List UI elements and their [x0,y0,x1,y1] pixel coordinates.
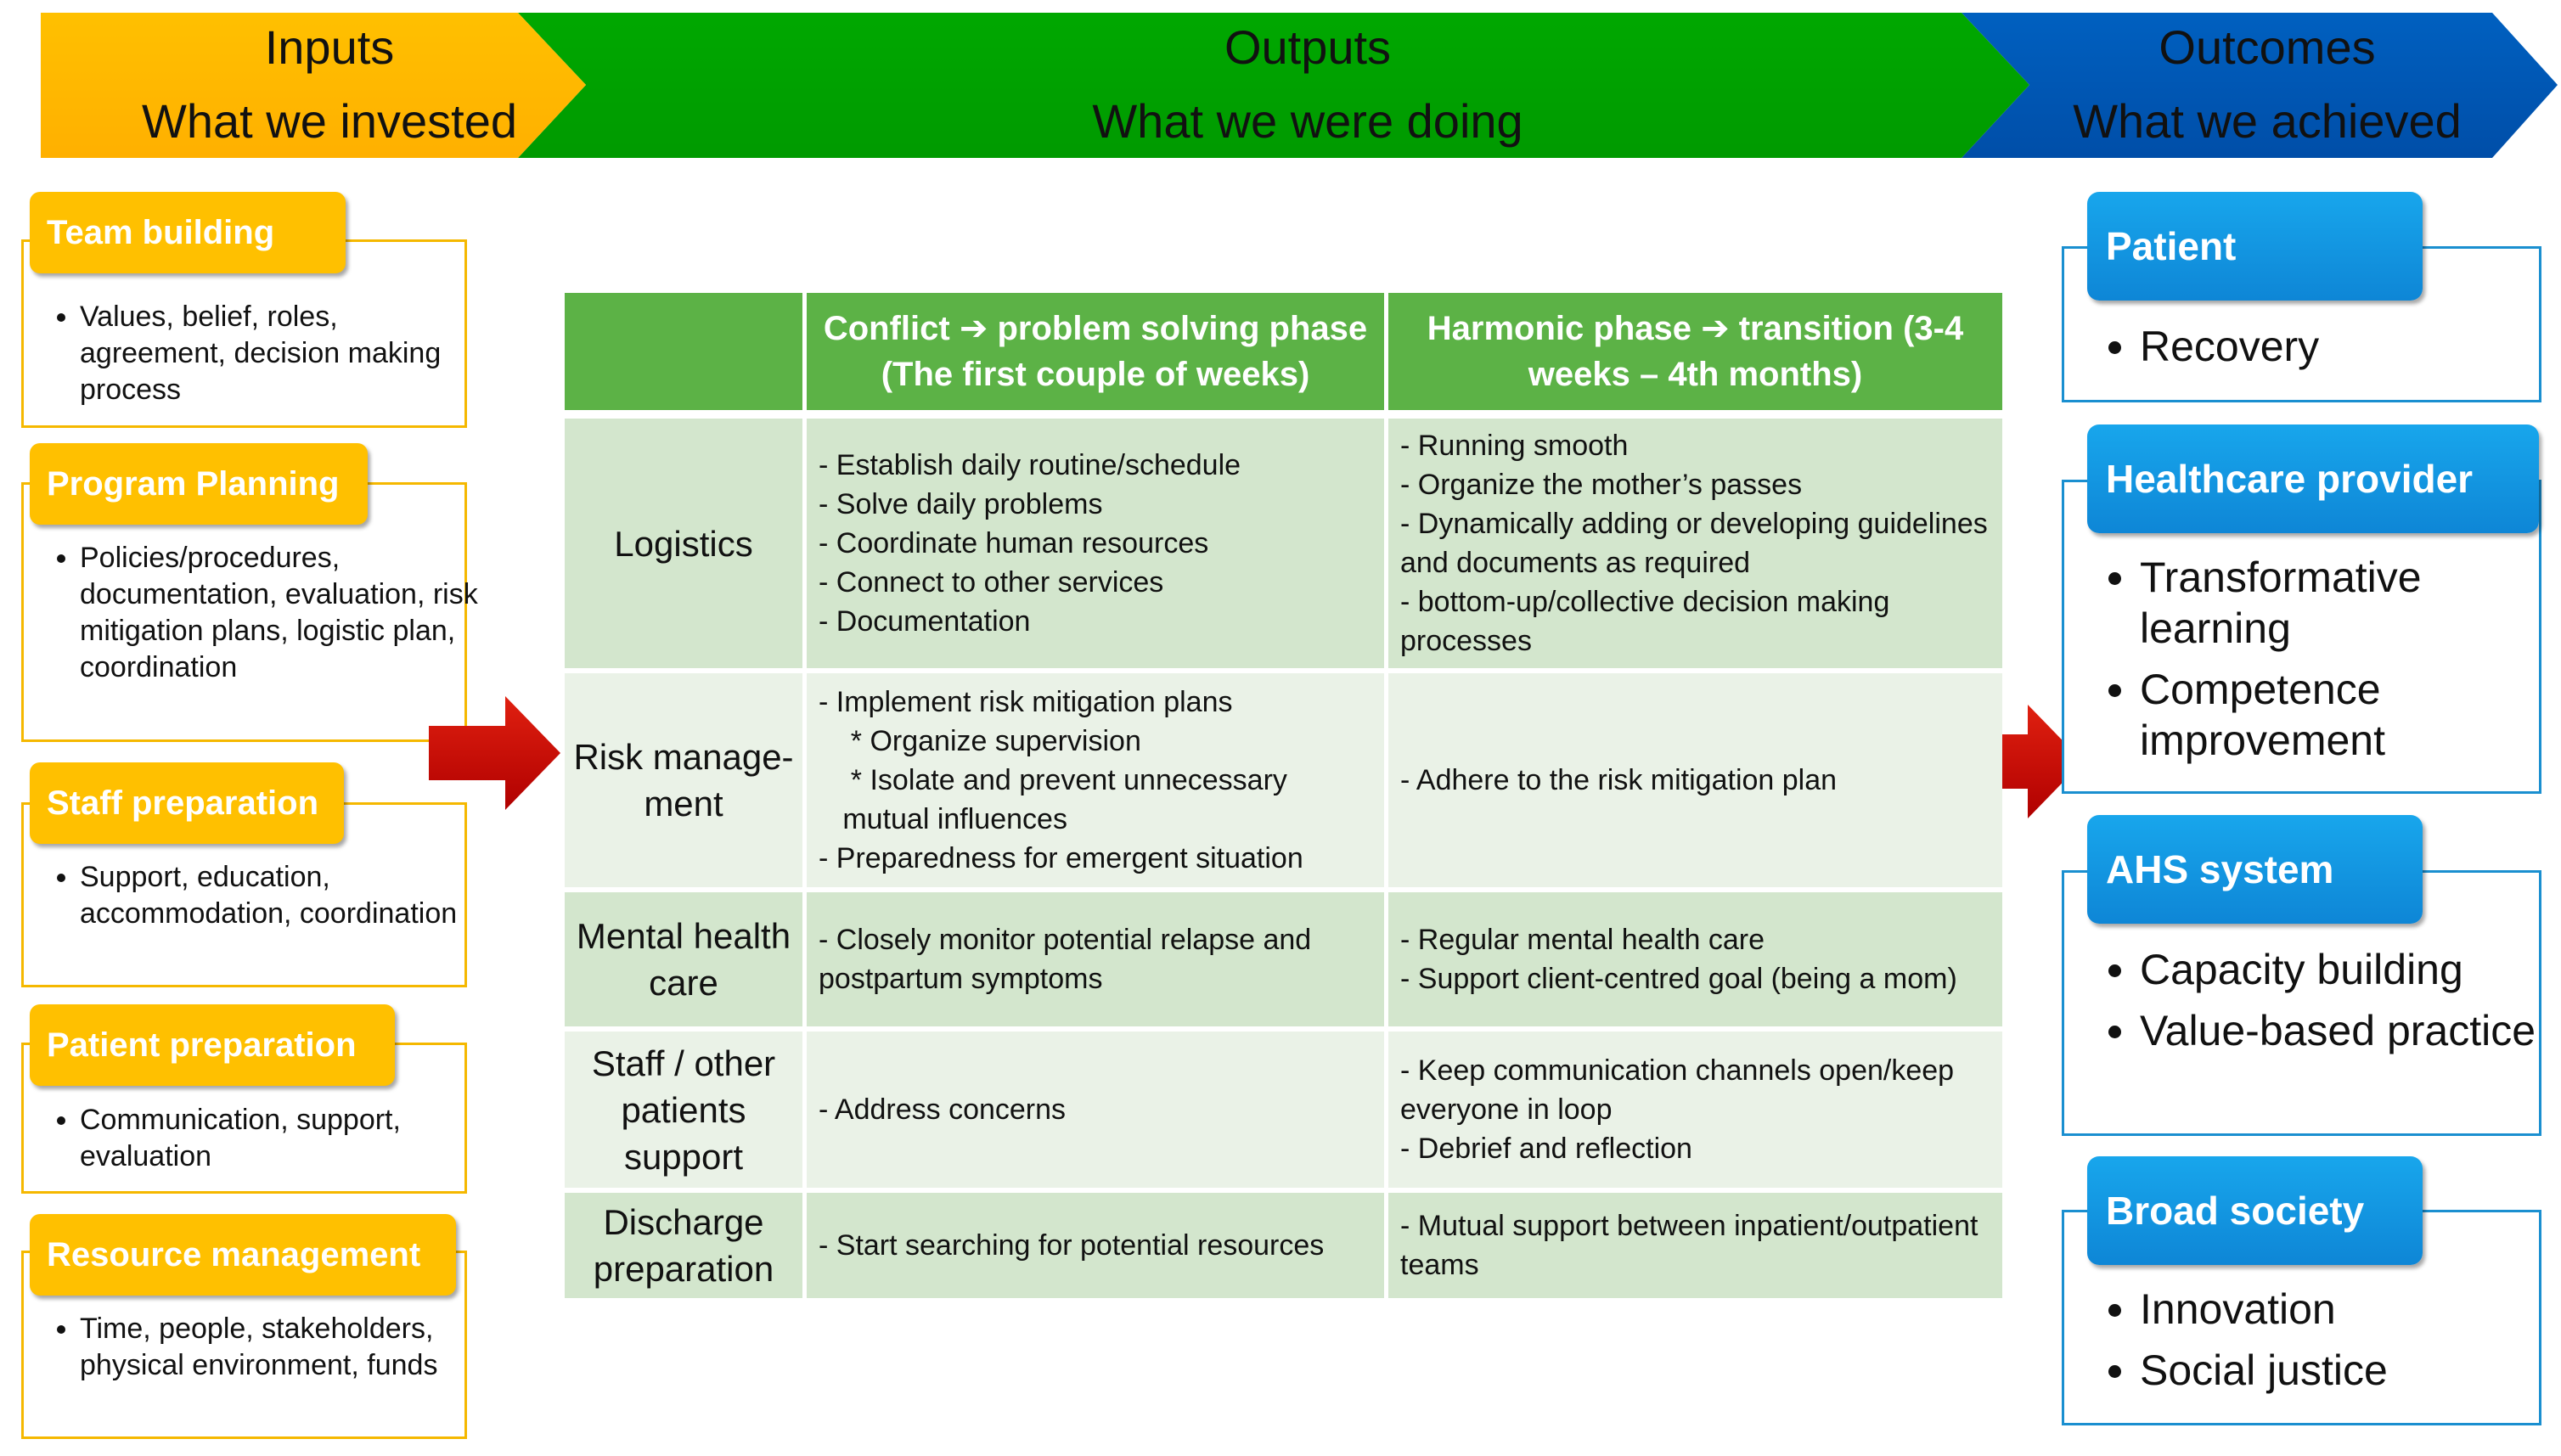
cell-line: - Start searching for potential resources [819,1229,1325,1262]
cell-line: - Documentation [819,605,1031,638]
list-item: • Values, belief, roles, agreement, decision making process [80,299,479,408]
cell-line: - Closely monitor potential relapse and postpartum symptoms [819,924,1320,995]
outcomes-header-subtitle: What we achieved [2073,94,2462,149]
list-item: • Competence improvement [2140,664,2561,766]
outcomes-header-title: Outcomes [2159,20,2376,74]
outcome-list-broad-society [2106,1284,2561,1406]
row-phase1 [807,892,1384,1032]
cell-line: - Adhere to the risk mitigation plan [1400,764,1838,796]
outcomes-header [2029,10,2505,159]
input-tab-program-planning: Program Planning [30,443,368,525]
outcome-list-patient [2106,321,2561,382]
outcome-tab-healthcare-provider: Healthcare provider [2087,424,2539,533]
row-category: Logistics [565,419,802,673]
input-list-program-planning [53,540,479,686]
list-item: • Social justice [2140,1345,2561,1396]
inputs-header-subtitle: What we invested [142,94,517,149]
table-row [565,1032,2002,1193]
list-item: • Recovery [2140,321,2561,372]
row-phase1 [807,419,1384,673]
cell-line: - Support client-centred goal (being a mom) [1400,963,1957,995]
input-list-staff-preparation [53,859,479,932]
cell-line: - Implement risk mitigation plans [819,686,1233,718]
outcome-tab-broad-society: Broad society [2087,1156,2423,1265]
row-phase2 [1388,892,2002,1032]
cell-line: * Organize supervision [819,725,1141,757]
inputs-header [41,10,618,159]
table-row [565,892,2002,1032]
outcome-tab-patient: Patient [2087,192,2423,301]
cell-line: - bottom-up/collective decision making processes [1400,586,1898,657]
row-phase1 [807,1193,1384,1303]
row-phase2 [1388,1193,2002,1303]
outputs-table [560,293,2007,1303]
input-list-patient-preparation [53,1102,479,1175]
table-row [565,419,2002,673]
table-header-empty [565,293,802,419]
cell-line: - Dynamically adding or developing guidelines and documents as required [1400,508,1996,579]
input-tab-resource-management: Resource management [30,1214,456,1296]
cell-line: - Establish daily routine/schedule [819,449,1241,481]
outcome-list-healthcare-provider [2106,552,2561,776]
list-item: • Value-based practice [2140,1005,2561,1056]
outputs-header-title: Outputs [1224,20,1392,74]
outputs-header-subtitle: What we were doing [1092,94,1523,149]
input-tab-patient-preparation: Patient preparation [30,1004,395,1086]
input-tab-team-building: Team building [30,192,346,273]
list-item: • Communication, support, evaluation [80,1102,479,1175]
list-item: • Capacity building [2140,944,2561,995]
list-item: • Policies/procedures, documentation, evaluation, risk mitigation plans, logistic plan, coordination [80,540,479,686]
cell-line: - Solve daily problems [819,488,1103,520]
cell-line: - Running smooth [1400,430,1629,462]
outcome-list-ahs-system [2106,944,2561,1066]
cell-line: - Debrief and reflection [1400,1133,1692,1165]
list-item: • Transformative learning [2140,552,2561,654]
row-phase2 [1388,673,2002,892]
list-item: • Support, education, accommodation, coordination [80,859,479,932]
table-row [565,673,2002,892]
outcome-tab-ahs-system: AHS system [2087,815,2423,924]
cell-line: - Organize the mother’s passes [1400,469,1803,501]
cell-line: - Keep communication channels open/keep everyone in loop [1400,1054,1962,1126]
inputs-header-title: Inputs [264,20,395,74]
input-tab-staff-preparation: Staff preparation [30,762,344,844]
cell-line: - Connect to other services [819,566,1164,599]
list-item: • Innovation [2140,1284,2561,1335]
row-phase2 [1388,1032,2002,1193]
left-arrow-icon [429,696,565,811]
table-row [565,1193,2002,1303]
input-list-resource-management [53,1311,479,1384]
cell-line: * Isolate and prevent unnecessary [819,764,1287,796]
cell-line: - Coordinate human resources [819,527,1209,559]
row-category: Mental health care [565,892,802,1032]
table-header-phase2 [1388,293,2002,419]
row-category: Discharge preparation [565,1193,802,1303]
cell-line: - Regular mental health care [1400,924,1765,956]
input-list-team-building [53,299,479,408]
cell-line: - Address concerns [819,1093,1067,1126]
header-text: Harmonic phase ➔ transition (3-4 weeks – 4th months) [1427,310,1964,393]
row-phase2 [1388,419,2002,673]
header-text: Conflict ➔ problem solving phase (The first couple of weeks) [823,310,1368,393]
table-header-phase1 [807,293,1384,419]
list-item: • Time, people, stakeholders, physical environment, funds [80,1311,479,1384]
row-category: Risk manage-ment [565,673,802,892]
cell-line: - Preparedness for emergent situation [819,842,1303,874]
row-phase1 [807,1032,1384,1193]
cell-line: mutual influences [819,803,1067,835]
row-phase1 [807,673,1384,892]
table-header-row [565,293,2002,419]
outputs-header [586,10,2029,159]
cell-line: - Mutual support between inpatient/outpatient teams [1400,1210,1986,1281]
row-category: Staff / other patients support [565,1032,802,1193]
